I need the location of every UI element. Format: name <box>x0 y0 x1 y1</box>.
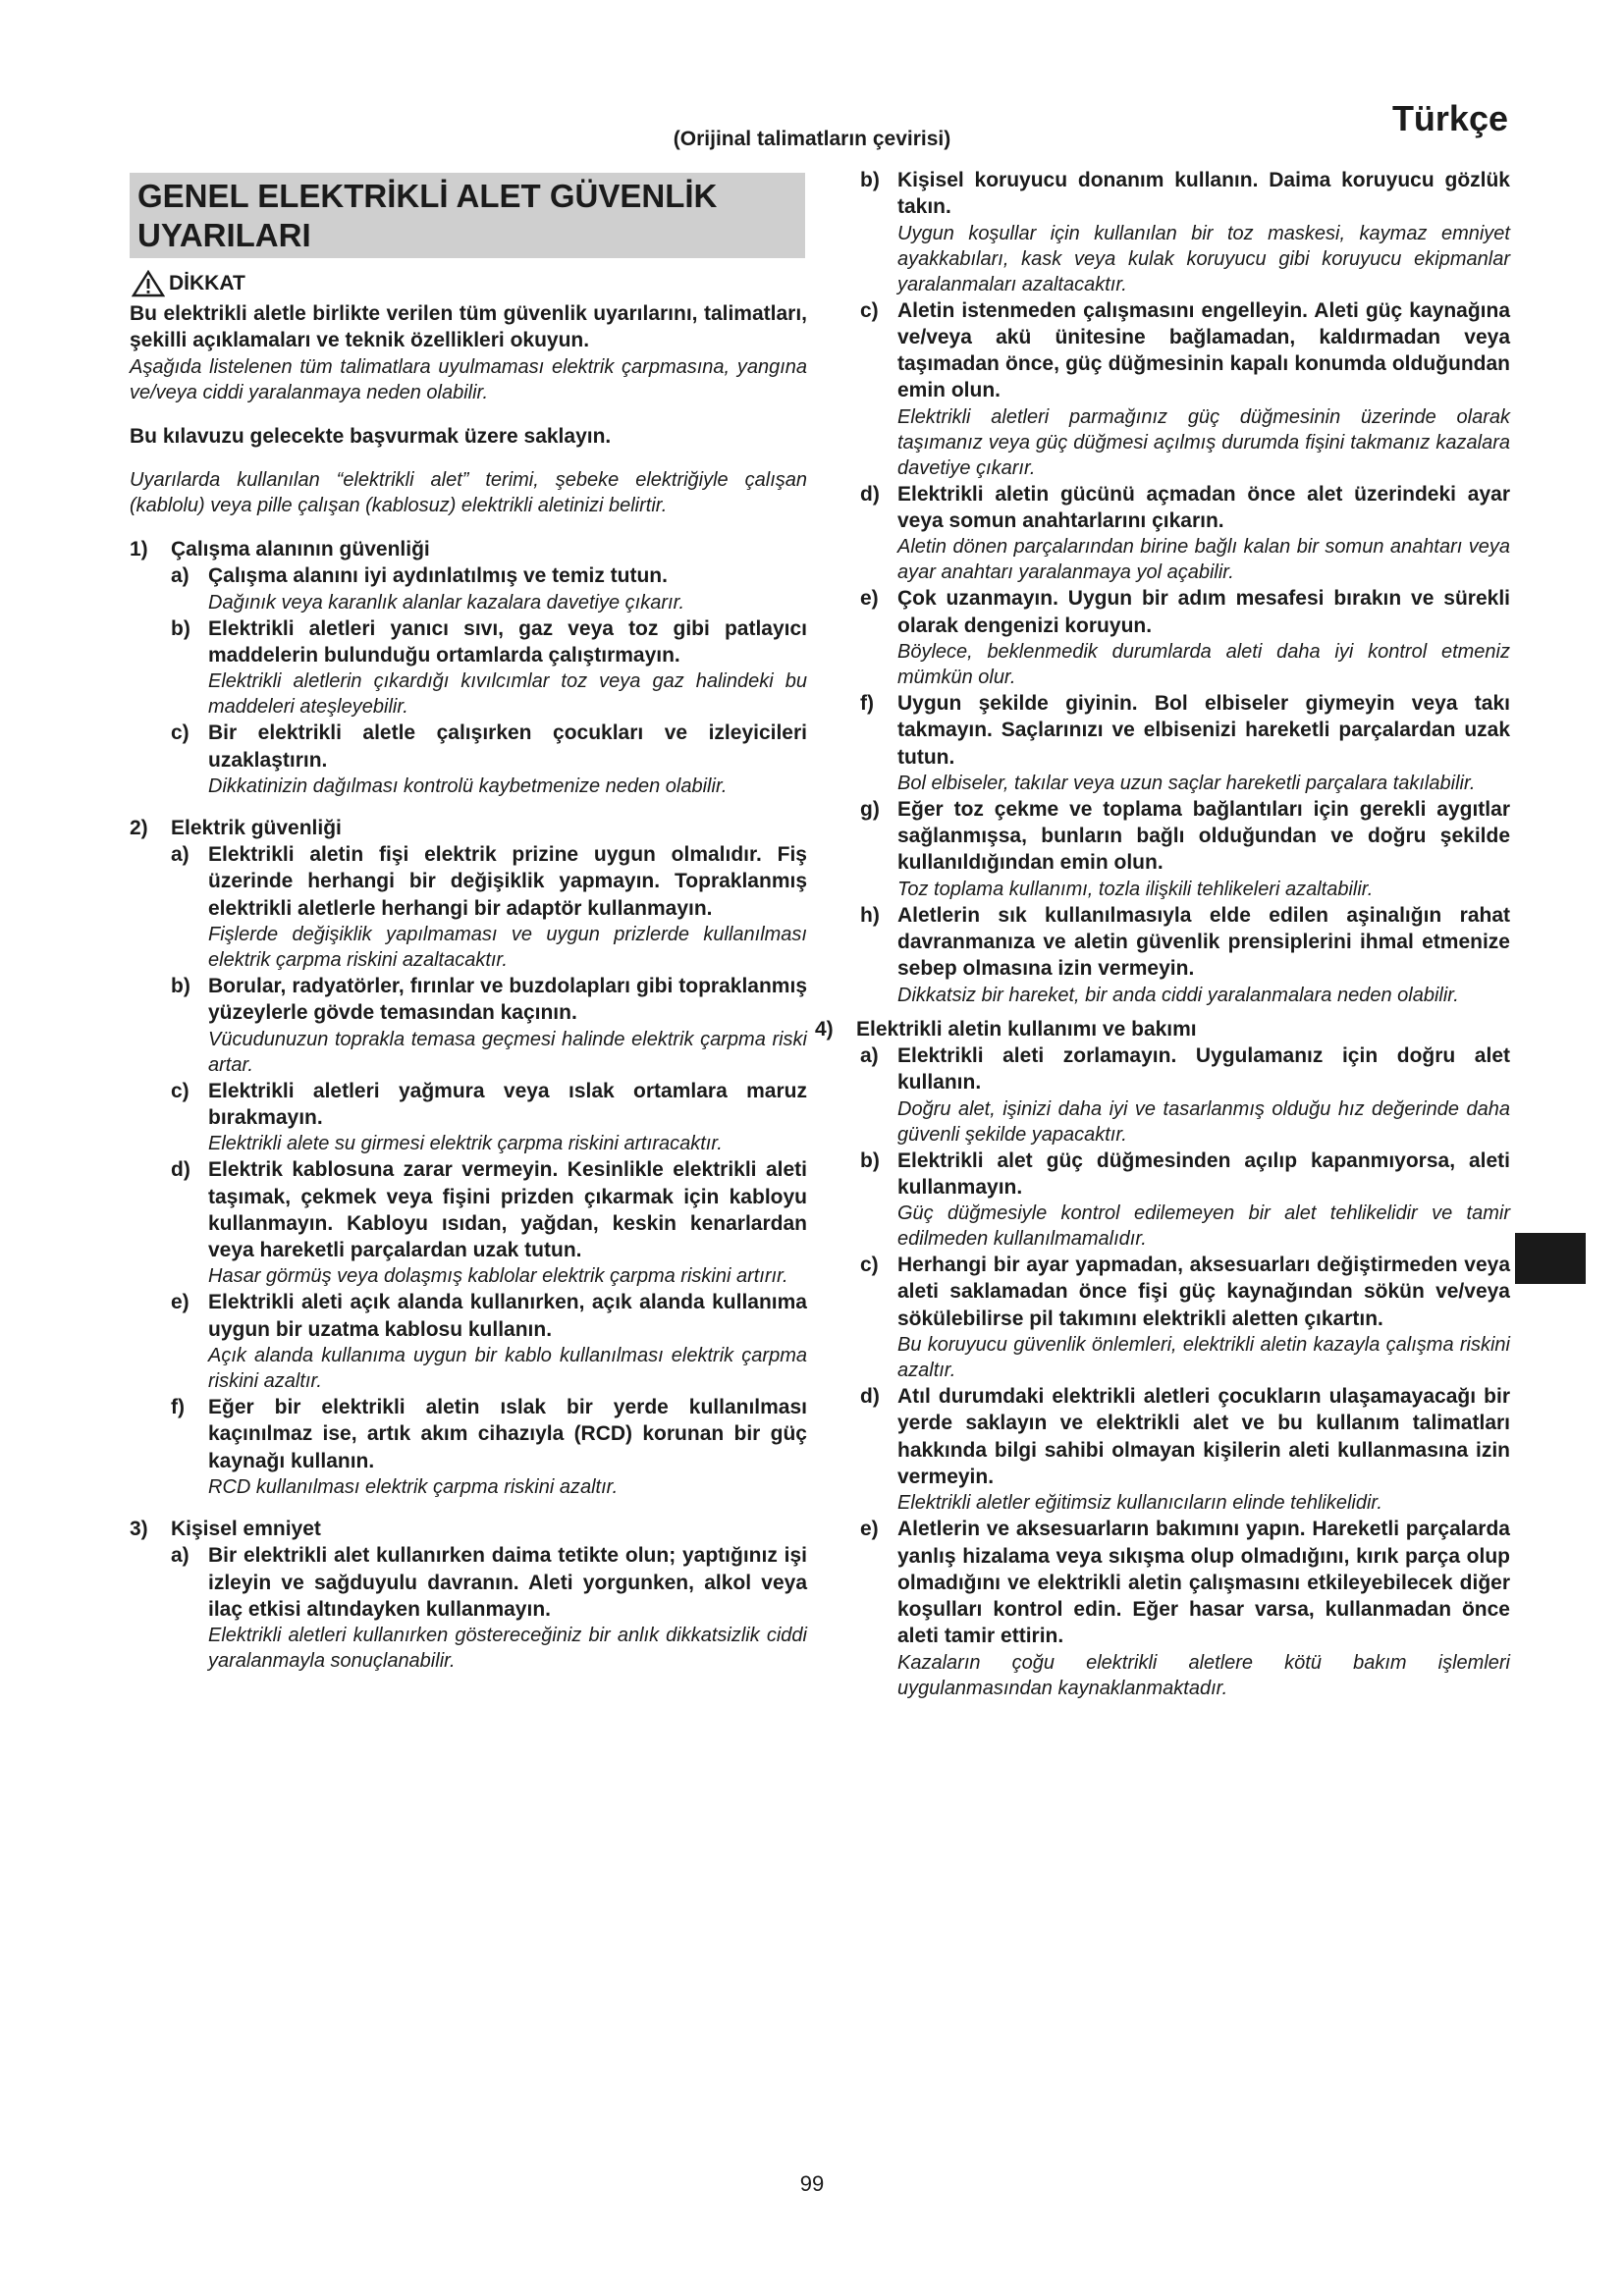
list-item <box>860 481 1510 586</box>
item-body <box>208 1289 807 1394</box>
section-3-continued <box>833 167 1510 1016</box>
section-title-text: Kişisel emniyet <box>171 1517 321 1540</box>
item-instruction: Kişisel koruyucu donanım kullanın. Daima koruyucu gözlük takın. <box>897 169 1510 219</box>
list-item <box>860 585 1510 690</box>
list-item <box>171 841 807 973</box>
warning-label <box>132 270 807 297</box>
item-explanation: RCD kullanılması elektrik çarpma riskini azaltır. <box>208 1475 619 1498</box>
page-title: GENEL ELEKTRİKLİ ALET GÜVENLİK UYARILARI <box>130 173 805 258</box>
item-explanation: Elektrikli aletler eğitimsiz kullanıcıların elinde tehlikelidir. <box>897 1492 1382 1515</box>
list-item <box>171 1542 807 1674</box>
section <box>130 1516 807 1674</box>
item-explanation: Fişlerde değişiklik yapılmaması ve uygun prizlerde kullanılması elektrik çarpma riskini azaltacaktır. <box>208 924 807 972</box>
section-title <box>130 815 807 841</box>
item-letter: c) <box>171 1079 189 1102</box>
item-instruction: Bir elektrikli alet kullanırken daima tetikte olun; yaptığınız işi izleyin ve sağduyulu davranın. Aleti yorgunken, alkol veya ilaç etkisi altındayken kullanmayın. <box>208 1544 807 1621</box>
item-instruction: Çalışma alanını iyi aydınlatılmış ve temiz tutun. <box>208 564 668 588</box>
section-items <box>130 841 807 1500</box>
list-item <box>860 1383 1510 1516</box>
item-instruction: Uygun şekilde giyinin. Bol elbiseler giymeyin veya takı takmayın. Saçlarınızı ve elbisenizi hareketli parçalardan uzak tutun. <box>897 691 1510 769</box>
item-instruction: Elektrikli aleti açık alanda kullanırken, açık alanda kullanıma uygun bir uzatma kablosu kullanın. <box>208 1291 807 1341</box>
list-item <box>860 1252 1510 1383</box>
item-body <box>897 1516 1510 1700</box>
item-letter: b) <box>171 975 190 998</box>
item-instruction: Elektrikli aletleri yağmura veya ıslak ortamlara maruz bırakmayın. <box>208 1079 807 1129</box>
item-letter: f) <box>171 1396 185 1419</box>
list-item <box>860 796 1510 902</box>
item-letter: e) <box>860 1518 879 1541</box>
list-item <box>860 297 1510 481</box>
item-body <box>897 796 1510 902</box>
section-items <box>130 562 807 798</box>
item-letter: d) <box>860 1385 880 1409</box>
item-letter: c) <box>860 1254 879 1277</box>
warning-triangle-icon <box>132 270 165 297</box>
item-instruction: Aletlerin sık kullanılmasıyla elde edilen aşinalığın rahat davranmanıza ve aletin güvenlik prensiplerini ihmal etmenize sebep olmasına izin vermeyin. <box>897 903 1510 981</box>
item-body <box>208 1156 807 1289</box>
item-explanation: Doğru alet, işinizi daha iyi ve tasarlanmış olduğu hız değerinde daha güvenli şekilde yapacaktır. <box>897 1097 1510 1146</box>
left-column <box>130 173 807 1689</box>
item-explanation: Açık alanda kullanıma uygun bir kablo kullanılması elektrik çarpma riskini azaltır. <box>208 1345 807 1393</box>
item-instruction: Elektrikli aleti zorlamayın. Uygulamanız için doğru alet kullanın. <box>897 1043 1510 1095</box>
list-item <box>171 1289 807 1394</box>
section-items <box>130 1542 807 1674</box>
intro-italic: Uyarılarda kullanılan “elektrikli alet” terimi, şebeke elektriğiyle çalışan (kablolu) veya pille çalışan (kablosuz) elektrikli aletinizi belirtir. <box>130 469 807 517</box>
list-item <box>860 167 1510 297</box>
item-explanation: Elektrikli alete su girmesi elektrik çarpma riskini artıracaktır. <box>208 1133 723 1155</box>
list-item <box>860 1148 1510 1253</box>
intro-bold: Bu kılavuzu gelecekte başvurmak üzere saklayın. <box>130 424 612 448</box>
item-body <box>897 167 1510 297</box>
item-letter: h) <box>860 903 880 927</box>
section-title-text: Çalışma alanının güvenliği <box>171 538 430 561</box>
item-explanation: Dikkatinizin dağılması kontrolü kaybetmenize neden olabilir. <box>208 774 728 797</box>
item-body <box>897 1148 1510 1253</box>
item-letter: e) <box>860 587 879 611</box>
language-label: Türkçe <box>1391 98 1508 138</box>
item-letter: a) <box>171 1544 189 1568</box>
item-instruction: Borular, radyatörler, fırınlar ve buzdolapları gibi topraklanmış yüzeylerle gövde temasından kaçının. <box>208 975 807 1025</box>
section-4 <box>815 1016 1510 1701</box>
item-instruction: Aletlerin ve aksesuarların bakımını yapın. Hareketli parçalarda yanlış hizalama veya sıkışma olup olmadığını, kırık parça olup olmadığını ve elektrikli aletin çalışmasını etkileyebilecek diğer koşulları kontrol edin. Eğer hasar varsa, kullanmadan önce aleti tamir ettirin. <box>897 1518 1510 1648</box>
item-instruction: Eğer bir elektrikli aletin ıslak bir yerde kullanılması kaçınılmaz ise, artık akım cihazıyla (RCD) korunan bir güç kaynağı kullanın. <box>208 1396 807 1472</box>
item-explanation: Bu koruyucu güvenlik önlemleri, elektrikli aletin kazayla çalışma riskini azaltır. <box>897 1334 1510 1382</box>
item-body <box>208 841 807 973</box>
item-instruction: Atıl durumdaki elektrikli aletleri çocukların ulaşamayacağı bir yerde saklayın ve elektrikli alet ve bu kullanım talimatları hakkında bilgi sahibi olmayan kişilerin aleti kullanmasına izin vermeyin. <box>897 1385 1510 1488</box>
item-body <box>897 1042 1510 1148</box>
item-body <box>208 720 807 799</box>
list-item <box>171 615 807 721</box>
item-body <box>208 1394 807 1500</box>
item-letter: a) <box>860 1043 879 1067</box>
language-side-tab <box>1515 1233 1586 1284</box>
item-instruction: Aletin istenmeden çalışmasını engelleyin. Aleti güç kaynağına ve/veya akü ünitesine bağlamadan, kaldırmadan veya taşımadan önce, güç düğmesinin kapalı konumda olduğundan emin olun. <box>897 298 1510 402</box>
item-body <box>897 902 1510 1008</box>
item-letter: c) <box>860 298 879 322</box>
item-explanation: Aletin dönen parçalarından birine bağlı kalan bir somun anahtarı veya ayar anahtarı yaralanmaya yol açabilir. <box>897 536 1510 584</box>
list-item <box>171 562 807 614</box>
item-body <box>208 615 807 721</box>
item-instruction: Elektrikli aletin gücünü açmadan önce alet üzerindeki ayar veya somun anahtarlarını çıkarın. <box>897 482 1510 533</box>
item-body <box>897 690 1510 796</box>
item-body <box>897 1252 1510 1383</box>
item-explanation: Elektrikli aletleri parmağınız güç düğmesinin üzerinde olarak taşımanız veya güç düğmesi açılmış durumda fişini takmanız kazalara davetiye çıkarır. <box>897 405 1510 479</box>
item-explanation: Böylece, beklenmedik durumlarda aleti daha iyi kontrol etmeniz mümkün olur. <box>897 640 1510 688</box>
list-item <box>860 1516 1510 1700</box>
list-item <box>860 902 1510 1008</box>
section <box>130 815 807 1500</box>
section-title-text: Elektrikli aletin kullanımı ve bakımı <box>856 1017 1197 1041</box>
item-letter: b) <box>171 616 190 640</box>
item-explanation: Güç düğmesiyle kontrol edilemeyen bir alet tehlikelidir ve tamir edilmeden kullanılmamalıdır. <box>897 1202 1510 1251</box>
section-number: 2) <box>130 816 148 839</box>
item-body <box>897 481 1510 586</box>
item-instruction: Elektrik kablosuna zarar vermeyin. Kesinlikle elektrikli aleti taşımak, çekmek veya fişini prizden çıkarmak için kabloyu kullanmayın. Kabloyu ısıdan, yağdan, keskin kenarlardan veya hareketli parçalardan uzak tutun. <box>208 1158 807 1262</box>
item-explanation: Toz toplama kullanımı, tozla ilişkili tehlikeleri azaltabilir. <box>897 878 1374 900</box>
item-instruction: Elektrikli alet güç düğmesinden açılıp kapanmıyorsa, aleti kullanmayın. <box>897 1148 1510 1199</box>
intro-paragraph <box>130 467 807 518</box>
item-body <box>897 1383 1510 1516</box>
item-instruction: Elektrikli aletin fişi elektrik prizine uygun olmalıdır. Fiş üzerinde herhangi bir değişiklik yapmayın. Topraklanmış elektrikli aletlerle herhangi bir adaptör kullanmayın. <box>208 843 807 920</box>
item-letter: f) <box>860 691 874 715</box>
item-explanation: Dikkatsiz bir hareket, bir anda ciddi yaralanmalara neden olabilir. <box>897 984 1459 1006</box>
list-item <box>860 1042 1510 1148</box>
right-column <box>815 167 1510 1717</box>
section <box>815 1016 1510 1701</box>
item-instruction: Bir elektrikli aletle çalışırken çocukları ve izleyicileri uzaklaştırın. <box>208 721 807 772</box>
intro-block <box>130 300 807 518</box>
item-letter: a) <box>171 843 189 867</box>
list-item <box>171 720 807 799</box>
section-title <box>130 536 807 562</box>
intro-paragraph <box>130 300 807 405</box>
intro-italic: Aşağıda listelenen tüm talimatlara uyulmaması elektrik çarpmasına, yangına ve/veya ciddi yaralanmaya neden olabilir. <box>130 355 807 403</box>
item-letter: g) <box>860 797 880 821</box>
list-item <box>171 1156 807 1289</box>
sections-left <box>130 536 807 1674</box>
item-explanation: Vücudunuzun toprakla temasa geçmesi halinde elektrik çarpma riski artar. <box>208 1028 807 1076</box>
item-letter: d) <box>171 1158 190 1182</box>
item-explanation: Kazaların çoğu elektrikli aletlere kötü bakım işlemleri uygulanmasından kaynaklanmaktadır. <box>897 1651 1510 1699</box>
list-item <box>171 973 807 1078</box>
section-items <box>815 1042 1510 1701</box>
item-body <box>897 585 1510 690</box>
item-letter: c) <box>171 721 189 745</box>
list-item <box>171 1078 807 1157</box>
section-number: 3) <box>130 1517 148 1540</box>
page-number: 99 <box>799 2171 825 2196</box>
section-title <box>130 1516 807 1542</box>
section <box>130 536 807 799</box>
item-body <box>208 973 807 1078</box>
section-number: 1) <box>130 538 148 561</box>
item-instruction: Herhangi bir ayar yapmadan, aksesuarları değiştirmeden veya aleti saklamadan önce fişi güç kaynağından sökün ve/veya sökülebilirse pil takımını elektrikli aletten çıkartın. <box>897 1254 1510 1330</box>
warning-text: DİKKAT <box>169 272 245 295</box>
item-letter: b) <box>860 1148 880 1172</box>
item-body <box>208 1542 807 1674</box>
intro-bold: Bu elektrikli aletle birlikte verilen tüm güvenlik uyarılarını, talimatları, şekilli açıklamaları ve teknik özellikleri okuyun. <box>130 302 807 352</box>
item-letter: d) <box>860 482 880 506</box>
item-body <box>208 1078 807 1157</box>
item-explanation: Elektrikli aletleri kullanırken göstereceğiniz bir anlık dikkatsizlik ciddi yaralanmayla sonuçlanabilir. <box>208 1625 807 1673</box>
list-item <box>171 1394 807 1500</box>
item-explanation: Uygun koşullar için kullanılan bir toz maskesi, kaymaz emniyet ayakkabıları, kask veya kulak koruyucu gibi koruyucu ekipmanlar yaralanmaları azaltacaktır. <box>897 222 1510 295</box>
item-explanation: Dağınık veya karanlık alanlar kazalara davetiye çıkarır. <box>208 591 685 614</box>
item-letter: b) <box>860 169 880 191</box>
section-title-text: Elektrik güvenliği <box>171 816 342 839</box>
item-letter: a) <box>171 564 189 588</box>
item-body <box>897 297 1510 481</box>
item-explanation: Bol elbiseler, takılar veya uzun saçlar hareketli parçalara takılabilir. <box>897 772 1476 794</box>
item-instruction: Elektrikli aletleri yanıcı sıvı, gaz veya toz gibi patlayıcı maddelerin bulunduğu ortamlarda çalıştırmayın. <box>208 616 807 667</box>
list-item <box>860 690 1510 796</box>
section-gap <box>833 1008 1510 1016</box>
section-number: 4) <box>815 1017 834 1041</box>
item-body <box>208 562 807 614</box>
item-explanation: Elektrikli aletlerin çıkardığı kıvılcımlar toz veya gaz halindeki bu maddeleri ateşleyebilir. <box>208 670 807 719</box>
item-explanation: Hasar görmüş veya dolaşmış kablolar elektrik çarpma riskini artırır. <box>208 1265 788 1288</box>
document-subtitle: (Orijinal talimatların çevirisi) <box>673 128 951 150</box>
item-instruction: Eğer toz çekme ve toplama bağlantıları için gerekli aygıtlar sağlanmışsa, bunların bağlı olduğundan ve doğru şekilde kullanıldığından emin olun. <box>897 797 1510 875</box>
item-letter: e) <box>171 1291 189 1314</box>
item-instruction: Çok uzanmayın. Uygun bir adım mesafesi bırakın ve sürekli olarak dengenizi koruyun. <box>897 587 1510 637</box>
intro-paragraph <box>130 423 807 450</box>
section-title <box>815 1016 1510 1042</box>
